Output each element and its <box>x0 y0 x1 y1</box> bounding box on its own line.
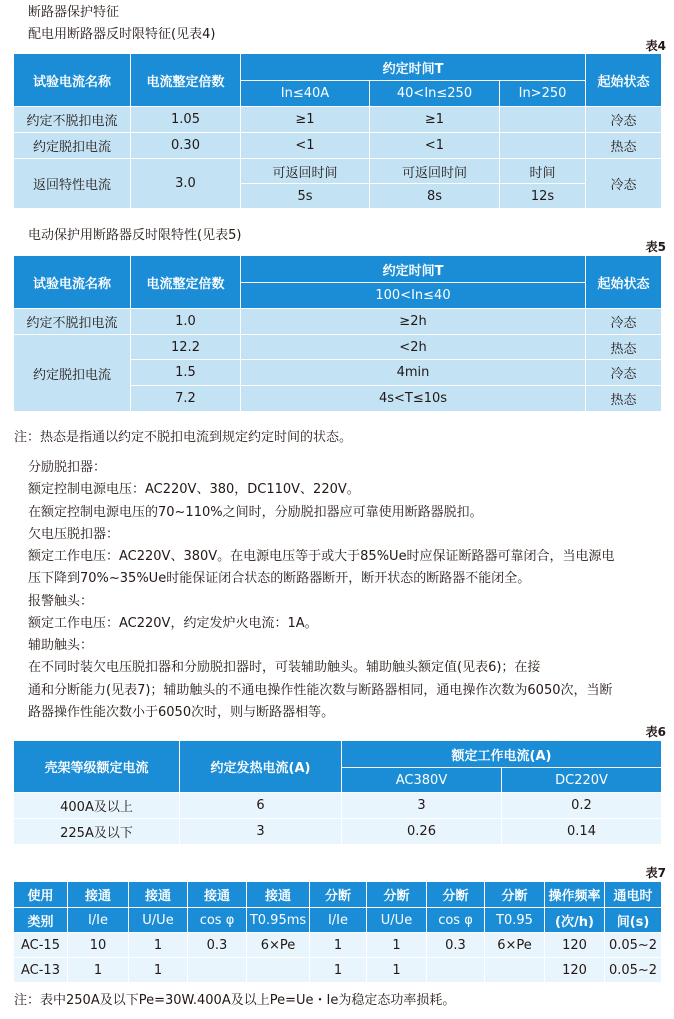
cell: AC-15 <box>14 933 68 958</box>
cell: 0.05~2 <box>605 933 662 958</box>
table7-note: 注：表中250A及以下Pe=30W.400A及以上Pe=Ue・Ie为稳定态功率损耗。 <box>14 993 456 1008</box>
t4-header-name: 试验电流名称 <box>14 54 131 107</box>
t4-subheader: 40<In≤250 <box>370 81 500 107</box>
table5 <box>13 255 662 412</box>
cell: 可返回时间 <box>370 159 500 184</box>
t4-subheader: In>250 <box>500 81 586 107</box>
table4-caption: 配电用断路器反时限特征(见表4) <box>28 27 216 42</box>
cell: 0.3 <box>188 933 247 958</box>
t5-subheader: 100<In≤40 <box>241 283 586 309</box>
cell: 1.5 <box>131 360 241 386</box>
t7-header: U/Ue <box>367 908 427 933</box>
cell: 冷态 <box>586 309 662 335</box>
cell: 0.30 <box>131 133 241 159</box>
cell: 8s <box>370 184 500 209</box>
cell: 6×Pe <box>485 933 545 958</box>
table5-note: 注：热态是指通以约定不脱扣电流到规定约定时间的状态。 <box>14 430 353 445</box>
paragraph-line: 路器操作性能次数小于6050次时，则与断路器相等。 <box>28 705 335 720</box>
t7-header: 接通 <box>129 882 188 908</box>
cell: 1 <box>68 958 129 983</box>
cell: 1 <box>367 933 427 958</box>
cell: 约定脱扣电流 <box>14 133 131 159</box>
t7-header: 分断 <box>427 882 485 908</box>
cell: <2h <box>241 335 586 360</box>
cell: 返回特性电流 <box>14 159 131 209</box>
t4-header-multiple: 电流整定倍数 <box>131 54 241 107</box>
t5-header-time: 约定时间T <box>241 256 586 283</box>
cell: 约定不脱扣电流 <box>14 309 131 335</box>
table6 <box>13 740 662 845</box>
cell: 0.2 <box>502 793 662 819</box>
cell: 3.0 <box>131 159 241 209</box>
t7-header: 操作频率 <box>545 882 605 908</box>
t7-header: 通电时 <box>605 882 662 908</box>
cell: 0.26 <box>342 819 502 845</box>
cell: 时间 <box>500 159 586 184</box>
cell: ≥2h <box>241 309 586 335</box>
t7-header: 分断 <box>310 882 367 908</box>
cell: 120 <box>545 958 605 983</box>
paragraph-line: 额定控制电源电压：AC220V、380，DC110V、220V。 <box>28 482 360 497</box>
cell <box>188 958 247 983</box>
table5-label: 表5 <box>645 240 666 254</box>
table4-label: 表4 <box>645 39 666 53</box>
t7-header: 接通 <box>247 882 310 908</box>
t5-header-state: 起始状态 <box>586 256 662 309</box>
cell: 5s <box>241 184 370 209</box>
t7-header: I/Ie <box>310 908 367 933</box>
cell: 225A及以下 <box>14 819 180 845</box>
cell: 约定不脱扣电流 <box>14 107 131 133</box>
table5-caption: 电动保护用断路器反时限特性(见表5) <box>28 228 242 243</box>
t7-header: I/Ie <box>68 908 129 933</box>
cell: 7.2 <box>131 386 241 412</box>
cell: 1 <box>310 958 367 983</box>
t5-header-name: 试验电流名称 <box>14 256 131 309</box>
t6-header-rated: 额定工作电流(A) <box>342 741 662 768</box>
cell: 12s <box>500 184 586 209</box>
paragraph-line: 欠电压脱扣器： <box>28 527 120 542</box>
table4 <box>13 53 662 209</box>
cell: 10 <box>68 933 129 958</box>
cell: 12.2 <box>131 335 241 360</box>
cell: 3 <box>180 819 342 845</box>
table-row <box>14 107 662 133</box>
cell: 1 <box>367 958 427 983</box>
table-row <box>14 309 662 335</box>
section-heading: 断路器保护特征 <box>28 5 120 20</box>
paragraph-line: 在不同时装欠电压脱扣器和分励脱扣器时，可装辅助触头。辅助触头额定值(见表6)；在接 <box>28 660 541 675</box>
cell: 1 <box>129 933 188 958</box>
t7-header: cos φ <box>188 908 247 933</box>
t7-header: 间(s) <box>605 908 662 933</box>
t7-header: T0.95ms <box>247 908 310 933</box>
t4-subheader: In≤40A <box>241 81 370 107</box>
paragraph-line: 通和分断能力(见表7)；辅助触头的不通电操作性能次数与断路器相同，通电操作次数为6050次，当断 <box>28 683 613 698</box>
cell <box>500 133 586 159</box>
t7-header: 接通 <box>188 882 247 908</box>
table-row <box>14 958 662 983</box>
cell: ≥1 <box>370 107 500 133</box>
cell: 1 <box>129 958 188 983</box>
t7-header: 使用 <box>14 882 68 908</box>
t7-header: cos φ <box>427 908 485 933</box>
cell: 冷态 <box>586 107 662 133</box>
cell: 0.14 <box>502 819 662 845</box>
t7-header: T0.95 <box>485 908 545 933</box>
paragraph-line: 压下降到70%~35%Ue时能保证闭合状态的断路器断开，断开状态的断路器不能闭全。 <box>28 571 531 586</box>
cell: 120 <box>545 933 605 958</box>
paragraph-line: 报警触头： <box>28 594 94 609</box>
cell: AC-13 <box>14 958 68 983</box>
cell: 1.05 <box>131 107 241 133</box>
table-row <box>14 335 662 360</box>
cell: <1 <box>241 133 370 159</box>
table-row <box>14 793 662 819</box>
cell <box>427 958 485 983</box>
paragraph-line: 辅助触头： <box>28 638 94 653</box>
table-row <box>14 933 662 958</box>
cell: 4s<T≤10s <box>241 386 586 412</box>
t4-header-state: 起始状态 <box>586 54 662 107</box>
paragraph-line: 在额定控制电源电压的70~110%之间时，分励脱扣器应可靠使用断路器脱扣。 <box>28 505 483 520</box>
cell: 冷态 <box>586 360 662 386</box>
cell: 约定脱扣电流 <box>14 335 131 412</box>
paragraph-line: 额定工作电压：AC220V、380V。在电源电压等于或大于85%Ue时应保证断路器可靠闭合，当电源电 <box>28 549 615 564</box>
t7-header: U/Ue <box>129 908 188 933</box>
table7-label: 表7 <box>645 866 666 880</box>
t6-subheader: AC380V <box>342 768 502 793</box>
table-row <box>14 159 662 184</box>
cell: 3 <box>342 793 502 819</box>
t7-header: 接通 <box>68 882 129 908</box>
t6-header-heat: 约定发热电流(A) <box>180 741 342 793</box>
t4-header-time: 约定时间T <box>241 54 586 81</box>
table-row <box>14 819 662 845</box>
cell: 热态 <box>586 335 662 360</box>
table7 <box>13 881 662 983</box>
table6-label: 表6 <box>645 725 666 739</box>
cell: ≥1 <box>241 107 370 133</box>
t7-header: 分断 <box>485 882 545 908</box>
cell: 1 <box>310 933 367 958</box>
cell: 冷态 <box>586 159 662 209</box>
t7-header: 类别 <box>14 908 68 933</box>
cell <box>247 958 310 983</box>
cell: 6×Pe <box>247 933 310 958</box>
cell: 0.05~2 <box>605 958 662 983</box>
table-row <box>14 133 662 159</box>
cell: 4min <box>241 360 586 386</box>
cell: <1 <box>370 133 500 159</box>
cell: 1.0 <box>131 309 241 335</box>
cell: 6 <box>180 793 342 819</box>
cell: 可返回时间 <box>241 159 370 184</box>
t5-header-multiple: 电流整定倍数 <box>131 256 241 309</box>
cell: 0.3 <box>427 933 485 958</box>
cell: 热态 <box>586 133 662 159</box>
cell: 热态 <box>586 386 662 412</box>
t7-header: 分断 <box>367 882 427 908</box>
cell: 400A及以上 <box>14 793 180 819</box>
t6-header-frame: 壳架等级额定电流 <box>14 741 180 793</box>
t7-header: (次/h) <box>545 908 605 933</box>
paragraph-line: 额定工作电压：AC220V，约定发炉火电流：1A。 <box>28 616 318 631</box>
t6-subheader: DC220V <box>502 768 662 793</box>
paragraph-line: 分励脱扣器： <box>28 460 107 475</box>
cell <box>485 958 545 983</box>
cell <box>500 107 586 133</box>
